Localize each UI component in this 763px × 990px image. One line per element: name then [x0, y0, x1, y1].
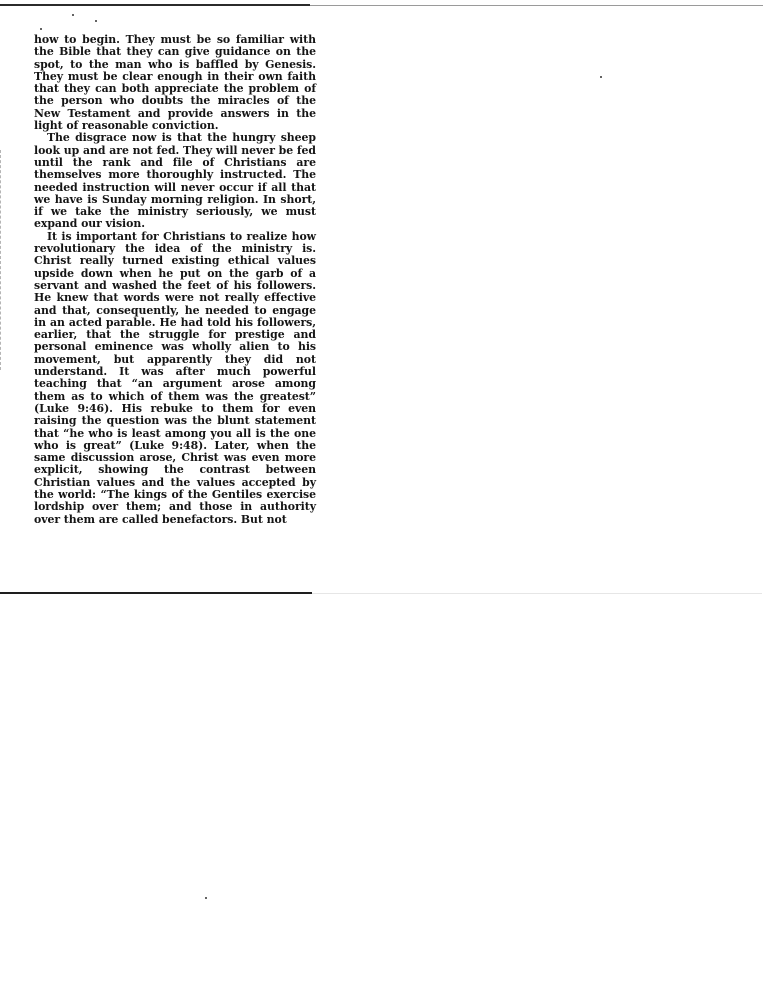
- text-column: [34, 34, 316, 526]
- paragraph: It is important for Christians to realize how revolutionary the idea of the ministry is. Christ really turned existing ethical values upside down when he put on the garb of a servant and washed the feet of his followers. He knew that words were not really effective and that, consequently, he needed to engage in an acted parable. He had told his followers, earlier, that the struggle for prestige and personal eminence was wholly alien to his movement, but apparently they did not understand. It was after much powerful teaching that “an argument arose among them as to which of them was the greatest” (Luke 9:46). His rebuke to them for even raising the question was the blunt statement that “he who is least among you all is the one who is great” (Luke 9:48). Later, when the same discussion arose, Christ was even more explicit, showing the contrast between Christian values and the values accepted by the world: “The kings of the Gentiles exercise lordship over them; and those in authority over them are called benefactors. But not: [34, 229, 316, 526]
- left-margin-marks: [0, 150, 3, 370]
- scan-speck: [95, 20, 97, 22]
- scan-speck: [72, 14, 74, 16]
- bottom-rule: [0, 592, 312, 594]
- scan-speck: [600, 76, 602, 78]
- bottom-rule-faint: [312, 593, 762, 594]
- paragraph: The disgrace now is that the hungry sheep look up and are not fed. They will never be fed until the rank and file of Christians are themselves more thoroughly instructed. The needed instruction will never occur if all that we have is Sunday morning religion. In short, if we take the ministry seriously, we must expand our vision.: [34, 131, 316, 231]
- paragraph: how to begin. They must be so familiar with the Bible that they can give guidance on the spot, to the man who is baffled by Genesis. They must be clear enough in their own faith that they can both appreciate the problem of the person who doubts the miracles of the New Testament and provide answers in the light of reasonable conviction.: [34, 33, 316, 133]
- scan-speck: [40, 28, 42, 30]
- scan-speck: [205, 897, 207, 899]
- top-edge-rule-dark: [0, 4, 310, 6]
